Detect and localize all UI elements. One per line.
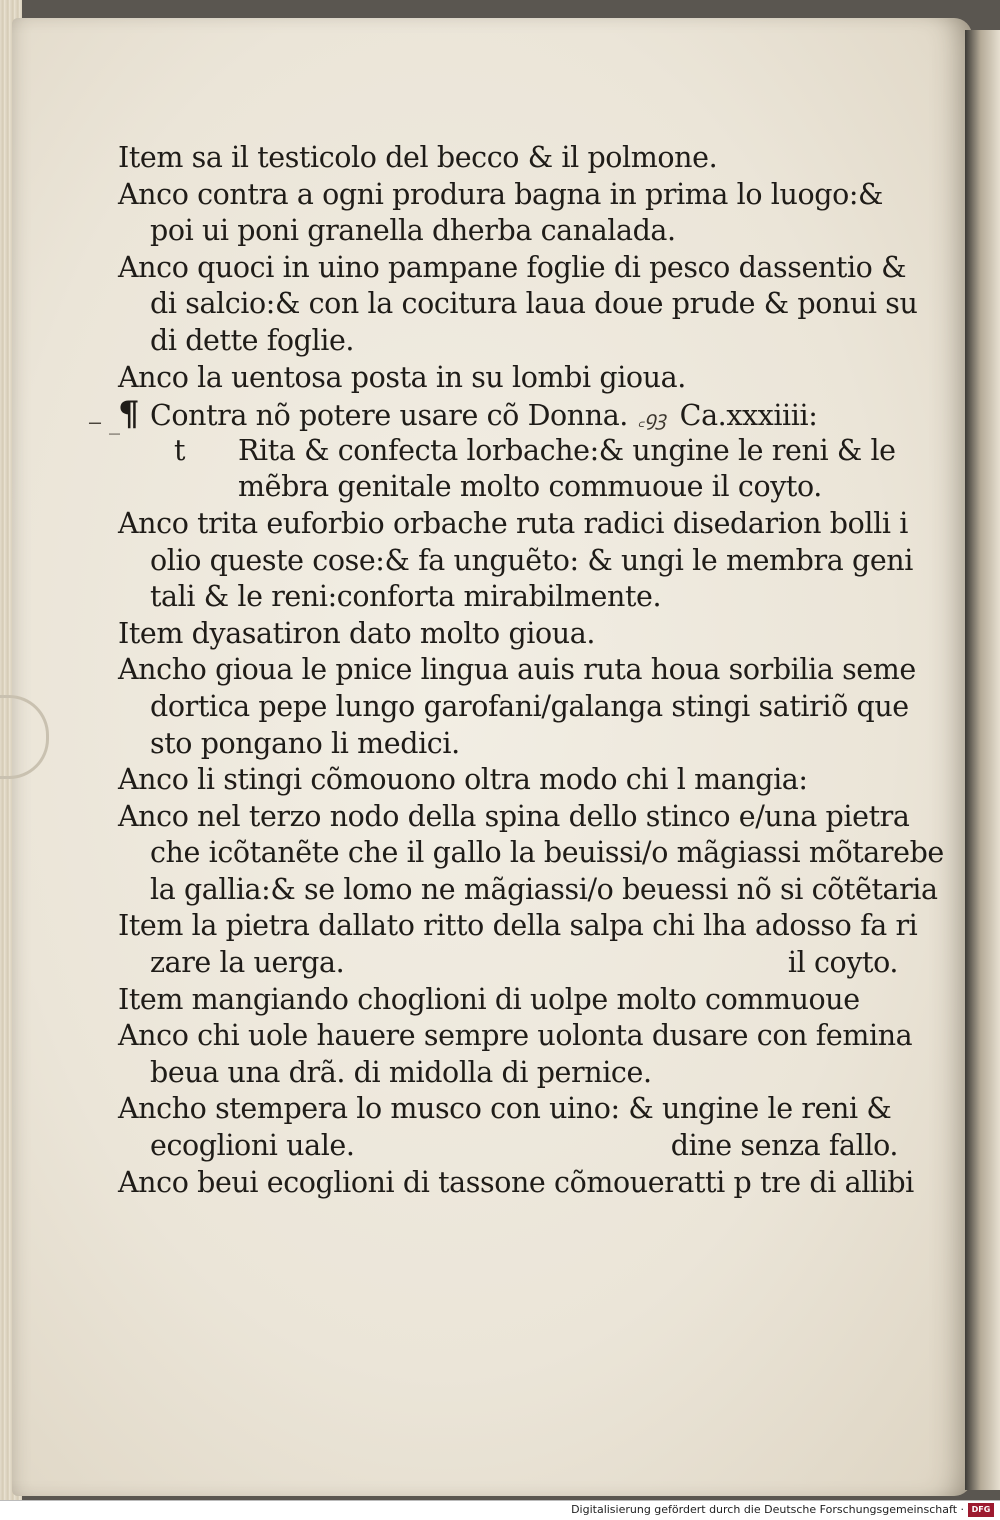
guide-letter: t — [174, 433, 186, 467]
text-line: Item mangiando choglioni di uolpe molto commuoue — [118, 982, 860, 1016]
split-line — [118, 1128, 898, 1165]
text-line: Anco trita euforbio orbache ruta radici disedarion bolli i — [118, 506, 908, 540]
text-line: Item dyasatiron dato molto gioua. — [118, 616, 595, 650]
split-line-left: ecoglioni uale. — [150, 1129, 355, 1163]
footer-credit: Digitalisierung gefördert durch die Deutsche Forschungsgemeinschaft · — [571, 1503, 964, 1516]
text-line: sto pongano li medici. — [150, 726, 460, 760]
text-line: di salcio:& con la cocitura laua doue prude & ponui su — [150, 287, 918, 321]
text-block — [118, 140, 944, 1201]
text-line: olio queste cose:& fa unguẽto: & ungi le membra geni — [150, 543, 913, 577]
chapter-number: Ca.xxxiiii: — [679, 399, 818, 433]
split-line-left: zare la uerga. — [150, 946, 345, 980]
text-line: Item la pietra dallato ritto della salpa chi lha adosso fa ri — [118, 909, 918, 943]
text-line: di dette foglie. — [150, 323, 355, 357]
margin-mark: ‒ _ — [88, 410, 120, 435]
chapter-heading — [118, 396, 898, 433]
dfg-logo: DFG — [968, 1503, 994, 1517]
pilcrow-mark: ¶ — [118, 394, 140, 435]
split-line-right: dine senza fallo. — [670, 1129, 898, 1163]
text-line — [118, 433, 898, 470]
page-gutter — [965, 30, 1000, 1490]
text-line: dortica pepe lungo garofani/galanga stingi satiriõ que — [150, 689, 909, 723]
text-line: mẽbra genitale molto commuoue il coyto. — [238, 470, 822, 504]
text-line: Anco nel terzo nodo della spina dello stinco e/una pietra — [118, 799, 910, 833]
text-line: tali & le reni:conforta mirabilmente. — [150, 580, 662, 614]
text-line: Ancho gioua le pnice lingua auis ruta houa sorbilia seme — [118, 653, 916, 687]
text-line: Anco li stingi cõmouono oltra modo chi l mangia: — [118, 763, 808, 797]
text-line: Anco quoci in uino pampane foglie di pesco dassentio & — [118, 250, 907, 284]
text-line: Ancho stempera lo musco con uino: & ungine le reni & — [118, 1092, 892, 1126]
text-line: Anco chi uole hauere sempre uolonta dusare con femina — [118, 1019, 913, 1053]
text-line: beua una drã. di midolla di pernice. — [150, 1055, 652, 1089]
text-line: Anco beui ecoglioni di tassone cõmoueratti p tre di allibi — [118, 1165, 914, 1199]
footer-bar — [0, 1500, 1000, 1520]
text-line: poi ui poni granella dherba canalada. — [150, 214, 676, 248]
text-line: Anco la uentosa posta in su lombi gioua. — [118, 360, 686, 394]
text-line: che icõtanẽte che il gallo la beuissi/o mãgiassi mõtarebe — [150, 836, 944, 870]
text-line-content: Rita & confecta lorbache:& ungine le reni & le — [238, 433, 896, 467]
text-line: Anco contra a ogni produra bagna in prima lo luogo:& — [118, 177, 884, 211]
chapter-heading-text: Contra nõ potere usare cõ Donna. — [150, 399, 628, 433]
flourish-mark: ꜀ꝯꝫ — [637, 406, 666, 431]
text-line: Item sa il testicolo del becco & il polmone. — [118, 141, 718, 174]
text-line: la gallia:& se lomo ne mãgiassi/o beuessi nõ si cõtẽtaria — [150, 872, 938, 906]
split-line — [118, 945, 898, 982]
split-line-right: il coyto. — [787, 946, 898, 980]
